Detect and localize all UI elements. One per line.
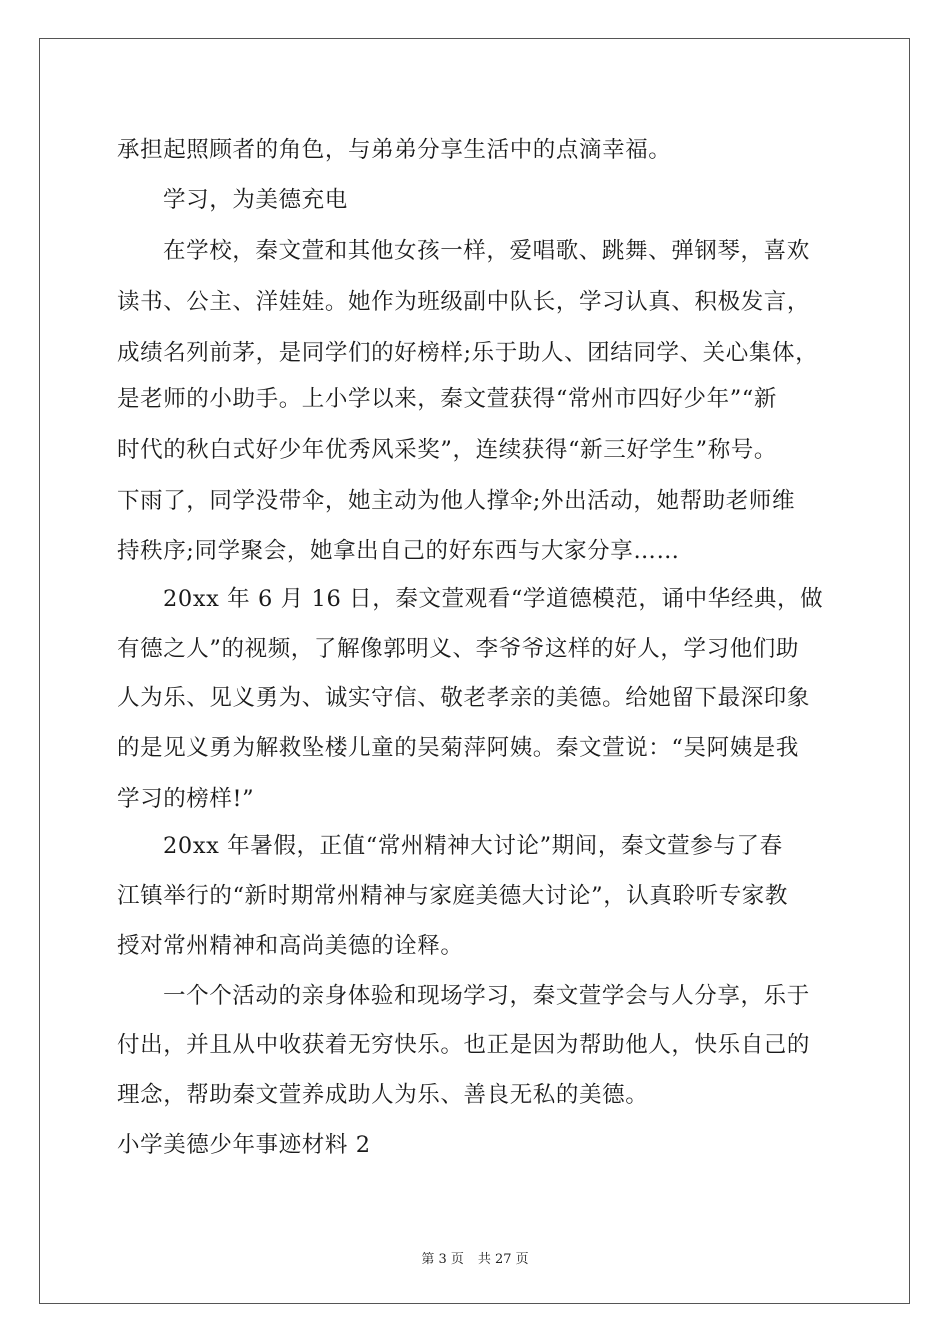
- text-line: 下雨了，同学没带伞，她主动为他人撑伞;外出活动，她帮助老师维: [117, 488, 796, 514]
- text-line: 江镇举行的“新时期常州精神与家庭美德大讨论”，认真聆听专家教: [117, 883, 789, 909]
- page-border: [39, 38, 910, 1304]
- text-line: 付出，并且从中收获着无穷快乐。也正是因为帮助他人，快乐自己的: [117, 1032, 811, 1058]
- text-line: 授对常州精神和高尚美德的诠释。: [117, 933, 464, 959]
- text-line: 读书、公主、洋娃娃。她作为班级副中队长，学习认真、积极发言，: [117, 289, 811, 315]
- text-line: 时代的秋白式好少年优秀风采奖”，连续获得“新三好学生”称号。: [117, 437, 778, 463]
- text-line: 持秩序;同学聚会，她拿出自己的好东西与大家分享……: [117, 538, 680, 564]
- text-line: 理念，帮助秦文萱养成助人为乐、善良无私的美德。: [117, 1082, 649, 1108]
- page-total: 共 27 页: [477, 1252, 529, 1267]
- page-number: 第 3 页: [421, 1252, 464, 1267]
- text-line: 20xx 年 6 月 16 日，秦文萱观看“学道德模范，诵中华经典，做: [163, 586, 824, 612]
- section-title: 小学美德少年事迹材料 2: [117, 1132, 371, 1158]
- text-line: 是老师的小助手。上小学以来，秦文萱获得“常州市四好少年”“新: [117, 386, 778, 412]
- text-line: 在学校，秦文萱和其他女孩一样，爱唱歌、跳舞、弹钢琴，喜欢: [163, 238, 810, 264]
- text-line: 一个个活动的亲身体验和现场学习，秦文萱学会与人分享，乐于: [163, 983, 810, 1009]
- text-line: 学习的榜样!”: [117, 786, 255, 812]
- text-line: 人为乐、见义勇为、诚实守信、敬老孝亲的美德。给她留下最深印象: [117, 685, 811, 711]
- text-line: 承担起照顾者的角色，与弟弟分享生活中的点滴幸福。: [117, 137, 672, 163]
- page-footer: [0, 1248, 950, 1267]
- text-line: 成绩名列前茅，是同学们的好榜样;乐于助人、团结同学、关心集体，: [117, 340, 819, 366]
- text-line: 的是见义勇为解救坠楼儿童的吴菊萍阿姨。秦文萱说：“吴阿姨是我: [117, 735, 800, 761]
- section-heading: 学习，为美德充电: [163, 187, 348, 213]
- text-line: 有德之人”的视频，了解像郭明义、李爷爷这样的好人，学习他们助: [117, 636, 800, 662]
- text-line: 20xx 年暑假，正值“常州精神大讨论”期间，秦文萱参与了春: [163, 833, 783, 859]
